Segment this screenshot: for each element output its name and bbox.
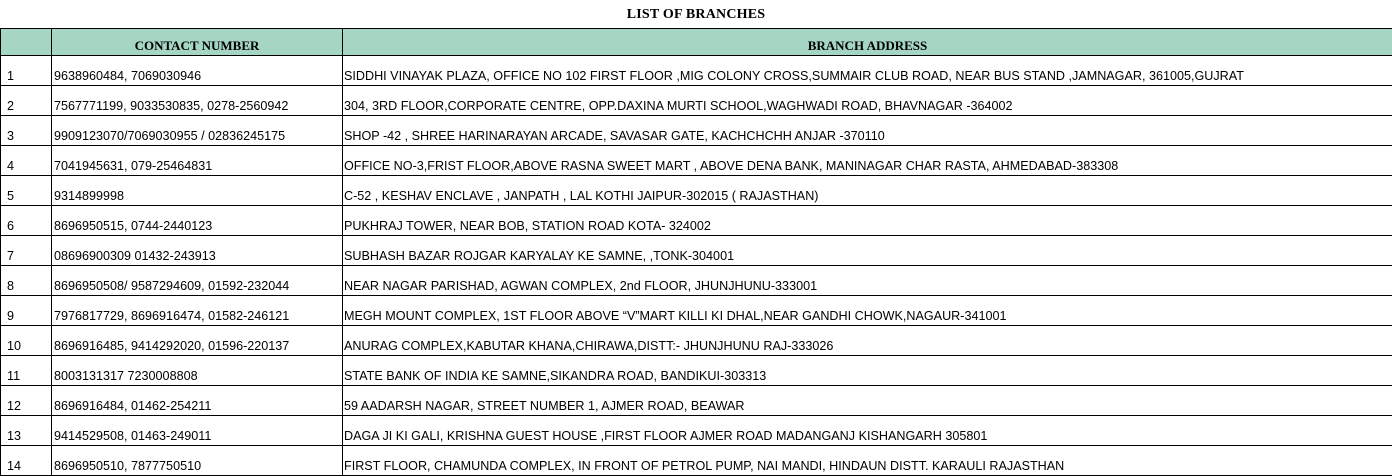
- contact-number-cell: 9414529508, 01463-249011: [52, 416, 343, 446]
- branch-address-cell: SIDDHI VINAYAK PLAZA, OFFICE NO 102 FIRST FLOOR ,MIG COLONY CROSS,SUMMAIR CLUB ROAD, NEAR BUS STAND ,JAMNAGAR, 361005,GUJRAT: [343, 56, 1392, 86]
- serial-number-cell: 7: [1, 236, 52, 266]
- branches-table: [0, 28, 1392, 476]
- contact-number-cell: 9638960484, 7069030946: [52, 56, 343, 86]
- contact-number-cell: 7041945631, 079-25464831: [52, 146, 343, 176]
- branch-address-cell: PUKHRAJ TOWER, NEAR BOB, STATION ROAD KOTA- 324002: [343, 206, 1392, 236]
- serial-number-cell: 14: [1, 446, 52, 476]
- branch-address-cell: DAGA JI KI GALI, KRISHNA GUEST HOUSE ,FIRST FLOOR AJMER ROAD MADANGANJ KISHANGARH 305801: [343, 416, 1392, 446]
- serial-number-cell: 9: [1, 296, 52, 326]
- serial-number-cell: 2: [1, 86, 52, 116]
- branch-address-cell: NEAR NAGAR PARISHAD, AGWAN COMPLEX, 2nd FLOOR, JHUNJHUNU-333001: [343, 266, 1392, 296]
- contact-number-cell: 8696950510, 7877750510: [52, 446, 343, 476]
- branch-address-cell: SHOP -42 , SHREE HARINARAYAN ARCADE, SAVASAR GATE, KACHCHCHH ANJAR -370110: [343, 116, 1392, 146]
- table-header: [1, 29, 1392, 56]
- table-row: [1, 326, 1392, 356]
- contact-number-cell: 8696916484, 01462-254211: [52, 386, 343, 416]
- serial-number-cell: 5: [1, 176, 52, 206]
- branch-address-cell: ANURAG COMPLEX,KABUTAR KHANA,CHIRAWA,DISTT:- JHUNJHUNU RAJ-333026: [343, 326, 1392, 356]
- contact-number-cell: 8696916485, 9414292020, 01596-220137: [52, 326, 343, 356]
- header-branch-address: BRANCH ADDRESS: [343, 29, 1392, 56]
- contact-number-cell: 8003131317 7230008808: [52, 356, 343, 386]
- contact-number-cell: 9314899998: [52, 176, 343, 206]
- serial-number-cell: 12: [1, 386, 52, 416]
- contact-number-cell: 7976817729, 8696916474, 01582-246121: [52, 296, 343, 326]
- branch-address-cell: MEGH MOUNT COMPLEX, 1ST FLOOR ABOVE “V”MART KILLI KI DHAL,NEAR GANDHI CHOWK,NAGAUR-341001: [343, 296, 1392, 326]
- serial-number-cell: 10: [1, 326, 52, 356]
- contact-number-cell: 8696950515, 0744-2440123: [52, 206, 343, 236]
- table-row: [1, 446, 1392, 476]
- serial-number-cell: 3: [1, 116, 52, 146]
- table-row: [1, 386, 1392, 416]
- serial-number-cell: 8: [1, 266, 52, 296]
- table-row: [1, 266, 1392, 296]
- table-row: [1, 356, 1392, 386]
- branch-address-cell: STATE BANK OF INDIA KE SAMNE,SIKANDRA ROAD, BANDIKUI-303313: [343, 356, 1392, 386]
- header-contact-number: CONTACT NUMBER: [52, 29, 343, 56]
- branch-address-cell: 304, 3RD FLOOR,CORPORATE CENTRE, OPP.DAXINA MURTI SCHOOL,WAGHWADI ROAD, BHAVNAGAR -364002: [343, 86, 1392, 116]
- header-serial-number: [1, 29, 52, 56]
- branch-address-cell: FIRST FLOOR, CHAMUNDA COMPLEX, IN FRONT OF PETROL PUMP, NAI MANDI, HINDAUN DISTT. KARAULI RAJASTHAN: [343, 446, 1392, 476]
- table-row: [1, 146, 1392, 176]
- table-row: [1, 86, 1392, 116]
- table-row: [1, 416, 1392, 446]
- page-title: LIST OF BRANCHES: [0, 0, 1392, 28]
- serial-number-cell: 11: [1, 356, 52, 386]
- header-row: [1, 29, 1392, 56]
- table-body: [1, 56, 1392, 476]
- branch-address-cell: C-52 , KESHAV ENCLAVE , JANPATH , LAL KOTHI JAIPUR-302015 ( RAJASTHAN): [343, 176, 1392, 206]
- branch-address-cell: SUBHASH BAZAR ROJGAR KARYALAY KE SAMNE, ,TONK-304001: [343, 236, 1392, 266]
- table-row: [1, 236, 1392, 266]
- contact-number-cell: 7567771199, 9033530835, 0278-2560942: [52, 86, 343, 116]
- serial-number-cell: 6: [1, 206, 52, 236]
- serial-number-cell: 13: [1, 416, 52, 446]
- table-row: [1, 116, 1392, 146]
- table-row: [1, 296, 1392, 326]
- serial-number-cell: 1: [1, 56, 52, 86]
- serial-number-cell: 4: [1, 146, 52, 176]
- contact-number-cell: 9909123070/7069030955 / 02836245175: [52, 116, 343, 146]
- contact-number-cell: 08696900309 01432-243913: [52, 236, 343, 266]
- branch-address-cell: OFFICE NO-3,FRIST FLOOR,ABOVE RASNA SWEET MART , ABOVE DENA BANK, MANINAGAR CHAR RASTA, AHMEDABAD-383308: [343, 146, 1392, 176]
- table-row: [1, 56, 1392, 86]
- branch-address-cell: 59 AADARSH NAGAR, STREET NUMBER 1, AJMER ROAD, BEAWAR: [343, 386, 1392, 416]
- contact-number-cell: 8696950508/ 9587294609, 01592-232044: [52, 266, 343, 296]
- table-row: [1, 176, 1392, 206]
- table-row: [1, 206, 1392, 236]
